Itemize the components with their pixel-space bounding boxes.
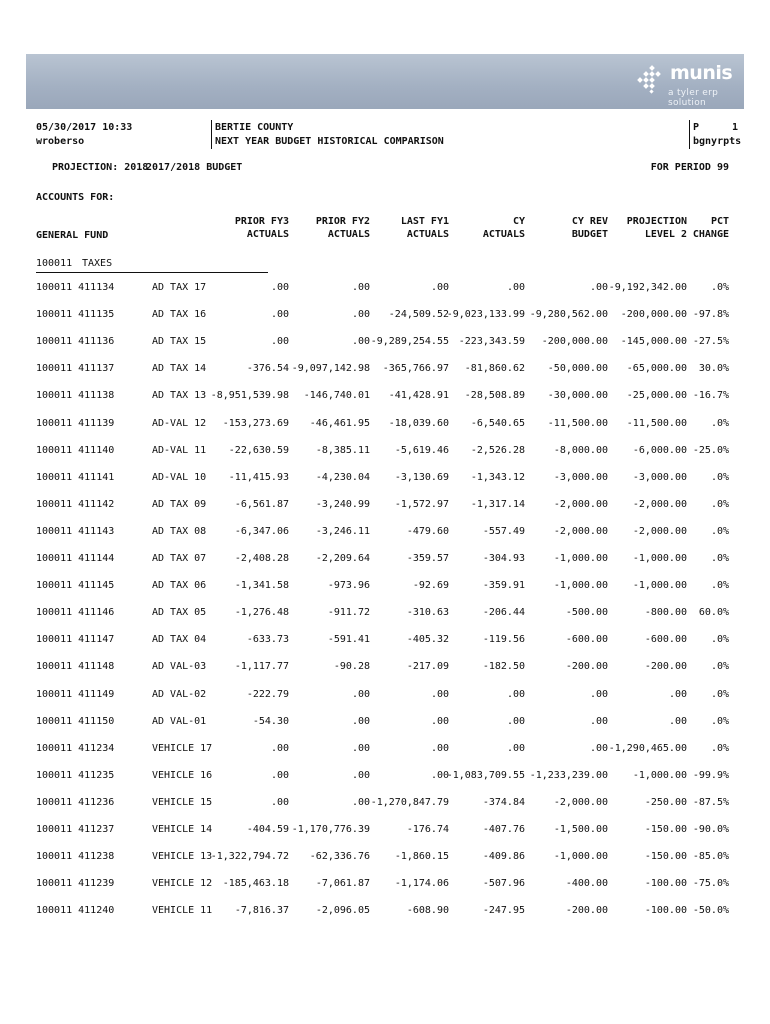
account-description: AD-VAL 11: [152, 444, 207, 456]
cell-col-3: -176.74: [406, 824, 449, 835]
account-number: 100011 411235: [36, 769, 115, 781]
column-header-4-line1: CY: [512, 216, 525, 227]
account-description: AD-VAL 12: [152, 417, 207, 429]
column-header-2-line1: PRIOR FY2: [315, 216, 370, 227]
account-number: 100011 411239: [36, 878, 115, 890]
cell-col-3: -359.57: [406, 553, 449, 564]
cell-col-1: -1,322,794.72: [210, 851, 289, 863]
cell-col-5: -500.00: [565, 607, 608, 619]
table-row: [0, 715, 770, 729]
cell-col-1: -1,276.48: [234, 607, 289, 619]
account-number: 100011 411140: [36, 444, 115, 456]
cell-col-5: -11,500.00: [547, 417, 608, 429]
cell-col-3: -9,289,254.55: [370, 336, 449, 348]
report-title: NEXT YEAR BUDGET HISTORICAL COMPARISON: [215, 136, 444, 147]
table-row: [0, 606, 770, 620]
table-row: [0, 471, 770, 485]
cell-col-7: -97.8%: [692, 309, 729, 321]
cell-col-4: -182.50: [482, 661, 525, 673]
report-banner: [26, 54, 744, 109]
cell-col-6: -9,192,342.00: [608, 282, 687, 293]
cell-col-1: -22,630.59: [228, 444, 289, 456]
table-row: [0, 362, 770, 376]
cell-col-2: -591.41: [327, 634, 370, 646]
table-row: [0, 904, 770, 918]
cell-col-5: -200.00: [565, 661, 608, 673]
period-label: FOR PERIOD 99: [650, 162, 729, 173]
cell-col-5: -50,000.00: [547, 363, 608, 375]
cell-col-6: -800.00: [644, 607, 687, 619]
table-row: [0, 877, 770, 891]
account-number: 100011 411236: [36, 796, 115, 808]
cell-col-4: -557.49: [482, 525, 525, 537]
cell-col-3: -217.09: [406, 661, 449, 673]
cell-col-6: -11,500.00: [626, 417, 687, 429]
table-row: [0, 633, 770, 647]
cell-col-5: .00: [589, 742, 608, 754]
column-header-7-line1: PCT: [710, 216, 729, 227]
column-header-5-line1: CY REV: [571, 216, 608, 227]
cell-col-1: -2,408.28: [234, 553, 289, 564]
account-description: VEHICLE 14: [152, 824, 213, 835]
cell-col-1: -1,117.77: [234, 661, 289, 673]
cell-col-2: -1,170,776.39: [291, 824, 370, 835]
accounts-for-label: ACCOUNTS FOR:: [36, 192, 115, 203]
cell-col-1: -404.59: [246, 824, 289, 835]
account-description: VEHICLE 16: [152, 769, 213, 781]
cell-col-5: -600.00: [565, 634, 608, 646]
cell-col-7: -90.0%: [692, 824, 729, 835]
cell-col-5: -9,280,562.00: [529, 309, 608, 321]
cell-col-4: -1,317.14: [470, 498, 525, 510]
column-header-3-line1: LAST FY1: [400, 216, 449, 227]
account-description: AD-VAL 10: [152, 471, 207, 483]
projection-label: PROJECTION: 2018: [52, 162, 149, 173]
account-description: AD TAX 13: [152, 390, 207, 402]
cell-col-7: .0%: [710, 553, 729, 564]
cell-col-5: -200.00: [565, 905, 608, 917]
page-number: 1: [731, 122, 738, 133]
cell-col-4: -119.56: [482, 634, 525, 646]
cell-col-2: -4,230.04: [315, 471, 370, 483]
cell-col-7: .0%: [710, 498, 729, 510]
budget-label: 2017/2018 BUDGET: [146, 162, 243, 173]
column-header-3-line2: ACTUALS: [406, 229, 449, 240]
table-row: [0, 525, 770, 539]
cell-col-7: .0%: [710, 661, 729, 673]
cell-col-5: -1,500.00: [553, 824, 608, 835]
cell-col-4: -407.76: [482, 824, 525, 835]
account-description: AD VAL-03: [152, 661, 207, 673]
cell-col-7: -87.5%: [692, 796, 729, 808]
cell-col-1: .00: [270, 796, 289, 808]
cell-col-3: -1,860.15: [394, 851, 449, 863]
report-datetime: 05/30/2017 10:33: [36, 122, 133, 133]
org-name: BERTIE COUNTY: [215, 122, 294, 133]
cell-col-1: -8,951,539.98: [210, 390, 289, 402]
column-header-7-line2: CHANGE: [692, 229, 729, 240]
account-description: AD TAX 07: [152, 553, 207, 564]
cell-col-4: -2,526.28: [470, 444, 525, 456]
table-row: [0, 281, 770, 295]
cell-col-2: -90.28: [333, 661, 370, 673]
munis-logo: [632, 58, 736, 108]
cell-col-1: .00: [270, 742, 289, 754]
account-number: 100011 411148: [36, 661, 115, 673]
cell-col-4: -6,540.65: [470, 417, 525, 429]
table-row: [0, 660, 770, 674]
logo-word: munis: [670, 62, 733, 84]
column-header-1-line1: PRIOR FY3: [234, 216, 289, 227]
cell-col-7: 60.0%: [698, 607, 729, 619]
account-number: 100011 411134: [36, 282, 115, 293]
cell-col-6: -200.00: [644, 661, 687, 673]
cell-col-1: -222.79: [246, 688, 289, 700]
cell-col-7: .0%: [710, 525, 729, 537]
cell-col-3: .00: [430, 282, 449, 293]
account-number: 100011 411137: [36, 363, 115, 375]
cell-col-6: -1,000.00: [632, 553, 687, 564]
cell-col-5: -30,000.00: [547, 390, 608, 402]
cell-col-5: -3,000.00: [553, 471, 608, 483]
table-row: [0, 850, 770, 864]
account-description: VEHICLE 17: [152, 742, 213, 754]
report-code: bgnyrpts: [693, 136, 742, 147]
cell-col-6: -250.00: [644, 796, 687, 808]
cell-col-1: .00: [270, 769, 289, 781]
cell-col-5: .00: [589, 715, 608, 727]
account-description: AD TAX 05: [152, 607, 207, 619]
account-number: 100011 411150: [36, 715, 115, 727]
account-number: 100011 411238: [36, 851, 115, 863]
cell-col-5: .00: [589, 282, 608, 293]
table-row: [0, 579, 770, 593]
cell-col-3: -41,428.91: [388, 390, 449, 402]
cell-col-6: -150.00: [644, 851, 687, 863]
cell-col-5: -2,000.00: [553, 796, 608, 808]
table-row: [0, 444, 770, 458]
section-underline: [36, 272, 268, 273]
cell-col-3: -1,174.06: [394, 878, 449, 890]
account-description: VEHICLE 11: [152, 905, 213, 917]
cell-col-6: -145,000.00: [620, 336, 687, 348]
cell-col-7: .0%: [710, 634, 729, 646]
account-description: AD VAL-01: [152, 715, 207, 727]
account-description: AD TAX 08: [152, 525, 207, 537]
table-row: [0, 498, 770, 512]
cell-col-4: -223,343.59: [458, 336, 525, 348]
account-number: 100011 411147: [36, 634, 115, 646]
account-number: 100011 411135: [36, 309, 115, 321]
account-description: AD TAX 09: [152, 498, 207, 510]
account-number: 100011 411136: [36, 336, 115, 348]
cell-col-3: -310.63: [406, 607, 449, 619]
account-number: 100011 411240: [36, 905, 115, 917]
cell-col-4: -409.86: [482, 851, 525, 863]
cell-col-7: -27.5%: [692, 336, 729, 348]
table-row: [0, 796, 770, 810]
cell-col-3: -1,572.97: [394, 498, 449, 510]
column-header-2-line2: ACTUALS: [327, 229, 370, 240]
cell-col-5: -1,233,239.00: [529, 769, 608, 781]
cell-col-5: .00: [589, 688, 608, 700]
cell-col-3: .00: [430, 715, 449, 727]
section-name: TAXES: [82, 258, 113, 269]
cell-col-2: -8,385.11: [315, 444, 370, 456]
cell-col-1: -6,561.87: [234, 498, 289, 510]
cell-col-6: -150.00: [644, 824, 687, 835]
account-description: AD TAX 14: [152, 363, 207, 375]
cell-col-7: -16.7%: [692, 390, 729, 402]
account-description: AD TAX 06: [152, 580, 207, 592]
cell-col-6: .00: [668, 688, 687, 700]
cell-col-1: .00: [270, 282, 289, 293]
cell-col-4: .00: [506, 282, 525, 293]
cell-col-5: -200,000.00: [541, 336, 608, 348]
cell-col-6: -1,000.00: [632, 580, 687, 592]
cell-col-3: .00: [430, 742, 449, 754]
cell-col-4: -359.91: [482, 580, 525, 592]
cell-col-4: .00: [506, 715, 525, 727]
cell-col-6: -600.00: [644, 634, 687, 646]
cell-col-1: -7,816.37: [234, 905, 289, 917]
account-description: VEHICLE 12: [152, 878, 213, 890]
cell-col-7: .0%: [710, 417, 729, 429]
column-header-4-line2: ACTUALS: [482, 229, 525, 240]
cell-col-1: .00: [270, 309, 289, 321]
cell-col-1: -633.73: [246, 634, 289, 646]
cell-col-2: .00: [351, 742, 370, 754]
cell-col-5: -2,000.00: [553, 498, 608, 510]
cell-col-6: -200,000.00: [620, 309, 687, 321]
cell-col-1: -376.54: [246, 363, 289, 375]
cell-col-4: .00: [506, 742, 525, 754]
cell-col-1: -11,415.93: [228, 471, 289, 483]
account-number: 100011 411146: [36, 607, 115, 619]
cell-col-7: 30.0%: [698, 363, 729, 375]
table-row: [0, 417, 770, 431]
cell-col-6: -1,000.00: [632, 769, 687, 781]
cell-col-3: .00: [430, 769, 449, 781]
cell-col-5: -2,000.00: [553, 525, 608, 537]
cell-col-2: -3,240.99: [315, 498, 370, 510]
table-row: [0, 688, 770, 702]
cell-col-3: -5,619.46: [394, 444, 449, 456]
column-header-1-line2: ACTUALS: [246, 229, 289, 240]
report-user: wroberso: [36, 136, 85, 147]
table-row: [0, 335, 770, 349]
cell-col-3: -24,509.52: [388, 309, 449, 321]
dots-logo-icon: [636, 64, 666, 94]
cell-col-1: -185,463.18: [222, 878, 289, 890]
cell-col-4: -28,508.89: [464, 390, 525, 402]
account-number: 100011 411234: [36, 742, 115, 754]
cell-col-2: -911.72: [327, 607, 370, 619]
cell-col-6: -65,000.00: [626, 363, 687, 375]
cell-col-7: -99.9%: [692, 769, 729, 781]
cell-col-2: -46,461.95: [309, 417, 370, 429]
logo-subtitle: a tyler erp solution: [668, 88, 719, 108]
account-description: AD TAX 16: [152, 309, 207, 321]
cell-col-3: -608.90: [406, 905, 449, 917]
cell-col-5: -1,000.00: [553, 851, 608, 863]
cell-col-6: -100.00: [644, 878, 687, 890]
cell-col-4: -507.96: [482, 878, 525, 890]
account-description: AD TAX 04: [152, 634, 207, 646]
account-number: 100011 411237: [36, 824, 115, 835]
cell-col-1: -6,347.06: [234, 525, 289, 537]
cell-col-2: .00: [351, 715, 370, 727]
cell-col-2: .00: [351, 796, 370, 808]
cell-col-7: -75.0%: [692, 878, 729, 890]
cell-col-2: .00: [351, 309, 370, 321]
cell-col-6: -6,000.00: [632, 444, 687, 456]
cell-col-4: -304.93: [482, 553, 525, 564]
cell-col-7: -85.0%: [692, 851, 729, 863]
column-header-6-line2: LEVEL 2: [644, 229, 687, 240]
header-divider-right: [689, 120, 690, 149]
cell-col-2: -973.96: [327, 580, 370, 592]
account-number: 100011 411139: [36, 417, 115, 429]
cell-col-6: -25,000.00: [626, 390, 687, 402]
table-row: [0, 389, 770, 403]
cell-col-1: -153,273.69: [222, 417, 289, 429]
cell-col-6: -100.00: [644, 905, 687, 917]
account-number: 100011 411143: [36, 525, 115, 537]
cell-col-6: -3,000.00: [632, 471, 687, 483]
cell-col-4: -1,083,709.55: [446, 769, 525, 781]
cell-col-7: .0%: [710, 742, 729, 754]
cell-col-3: -92.69: [412, 580, 449, 592]
cell-col-4: -374.84: [482, 796, 525, 808]
table-row: [0, 552, 770, 566]
cell-col-3: -1,270,847.79: [370, 796, 449, 808]
cell-col-2: -62,336.76: [309, 851, 370, 863]
cell-col-2: .00: [351, 336, 370, 348]
account-description: AD VAL-02: [152, 688, 207, 700]
cell-col-3: -479.60: [406, 525, 449, 537]
table-row: [0, 308, 770, 322]
cell-col-3: .00: [430, 688, 449, 700]
cell-col-7: .0%: [710, 471, 729, 483]
fund-name: GENERAL FUND: [36, 230, 109, 241]
cell-col-3: -405.32: [406, 634, 449, 646]
cell-col-2: .00: [351, 282, 370, 293]
table-row: [0, 823, 770, 837]
cell-col-5: -1,000.00: [553, 580, 608, 592]
cell-col-6: -2,000.00: [632, 525, 687, 537]
account-number: 100011 411142: [36, 498, 115, 510]
cell-col-4: -1,343.12: [470, 471, 525, 483]
cell-col-4: -247.95: [482, 905, 525, 917]
cell-col-7: .0%: [710, 282, 729, 293]
cell-col-2: .00: [351, 688, 370, 700]
cell-col-5: -8,000.00: [553, 444, 608, 456]
cell-col-2: -146,740.01: [303, 390, 370, 402]
cell-col-3: -3,130.69: [394, 471, 449, 483]
account-number: 100011 411145: [36, 580, 115, 592]
cell-col-4: -9,023,133.99: [446, 309, 525, 321]
cell-col-5: -1,000.00: [553, 553, 608, 564]
account-number: 100011 411141: [36, 471, 115, 483]
cell-col-7: -50.0%: [692, 905, 729, 917]
header-divider-left: [211, 120, 212, 149]
cell-col-6: -2,000.00: [632, 498, 687, 510]
cell-col-2: -9,097,142.98: [291, 363, 370, 375]
account-number: 100011 411149: [36, 688, 115, 700]
cell-col-2: -3,246.11: [315, 525, 370, 537]
account-description: VEHICLE 15: [152, 796, 213, 808]
page-label: P: [693, 122, 700, 133]
table-row: [0, 742, 770, 756]
cell-col-4: .00: [506, 688, 525, 700]
cell-col-4: -81,860.62: [464, 363, 525, 375]
cell-col-3: -365,766.97: [382, 363, 449, 375]
cell-col-2: -7,061.87: [315, 878, 370, 890]
cell-col-2: .00: [351, 769, 370, 781]
cell-col-2: -2,096.05: [315, 905, 370, 917]
account-description: VEHICLE 13: [152, 851, 213, 863]
column-header-6-line1: PROJECTION: [626, 216, 687, 227]
cell-col-5: -400.00: [565, 878, 608, 890]
section-code: 100011: [36, 258, 73, 269]
cell-col-7: .0%: [710, 580, 729, 592]
cell-col-1: -54.30: [252, 715, 289, 727]
cell-col-1: .00: [270, 336, 289, 348]
cell-col-2: -2,209.64: [315, 553, 370, 564]
cell-col-7: .0%: [710, 715, 729, 727]
cell-col-4: -206.44: [482, 607, 525, 619]
account-description: AD TAX 17: [152, 282, 207, 293]
table-row: [0, 769, 770, 783]
account-description: AD TAX 15: [152, 336, 207, 348]
cell-col-3: -18,039.60: [388, 417, 449, 429]
cell-col-6: .00: [668, 715, 687, 727]
cell-col-7: .0%: [710, 688, 729, 700]
cell-col-1: -1,341.58: [234, 580, 289, 592]
account-number: 100011 411138: [36, 390, 115, 402]
column-header-5-line2: BUDGET: [571, 229, 608, 240]
cell-col-7: -25.0%: [692, 444, 729, 456]
cell-col-6: -1,290,465.00: [608, 742, 687, 754]
account-number: 100011 411144: [36, 553, 115, 564]
